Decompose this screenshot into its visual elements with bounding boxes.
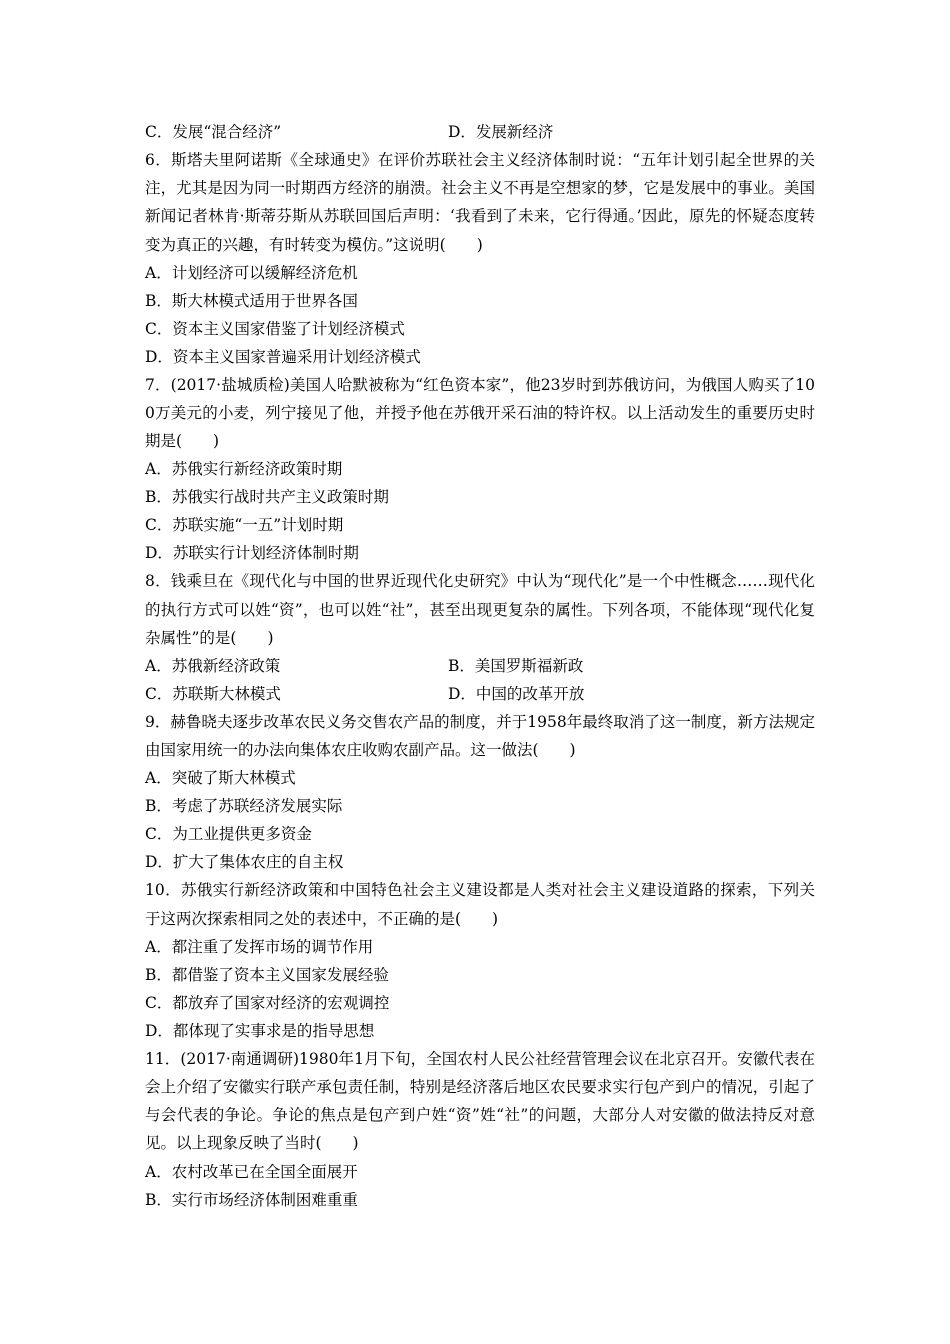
question-10-option-d: D．都体现了实事求是的指导思想 [145, 1021, 375, 1040]
question-9-option-a: A．突破了斯大林模式 [145, 769, 296, 788]
question-9-option-d: D．扩大了集体农庄的自主权 [145, 853, 344, 872]
question-list [145, 118, 815, 1214]
question-7-option-a: A．苏俄实行新经济政策时期 [145, 460, 343, 479]
question-11-stem: 11．(2017·南通调研)1980年1月下旬，全国农村人民公社经营管理会议在北京召开。安徽代表在会上介绍了安徽实行联产承包责任制，特别是经济落后地区农民要求实行包产到户的情况，引起了与会代表的争论。争论的焦点是包产到户姓“资”姓“社”的问题，大部分人对安徽的做法持反对意见。以上现象反映了当时( ) [145, 1049, 815, 1153]
option-d: D．发展新经济 [448, 123, 554, 141]
question-8-option-a: A．苏俄新经济政策 [145, 657, 281, 676]
question-7-option-b: B．苏俄实行战时共产主义政策时期 [145, 488, 389, 507]
q5-options-row [145, 118, 815, 146]
question-11-option-a: A．农村改革已在全国全面展开 [145, 1162, 358, 1181]
question-10-option-c: C．都放弃了国家对经济的宏观调控 [145, 993, 390, 1012]
question-7-stem: 7．(2017·盐城质检)美国人哈默被称为“红色资本家”，他23岁时到苏俄访问，为俄国人购买了100万美元的小麦，列宁接见了他，并授予他在苏俄开采石油的特许权。以上活动发生的重要历史时期是( ) [145, 375, 815, 451]
question-10-option-b: B．都借鉴了资本主义国家发展经验 [145, 965, 389, 984]
question-6-option-c: C．资本主义国家借鉴了计划经济模式 [145, 319, 405, 338]
question-10-stem: 10．苏俄实行新经济政策和中国特色社会主义建设都是人类对社会主义建设道路的探索，下列关于这两次探索相同之处的表述中，不正确的是( ) [145, 881, 815, 928]
question-8-options-row-2 [145, 680, 815, 708]
question-6-option-d: D．资本主义国家普遍采用计划经济模式 [145, 347, 421, 366]
question-10-option-a: A．都注重了发挥市场的调节作用 [145, 937, 374, 956]
question-6-stem: 6．斯塔夫里阿诺斯《全球通史》在评价苏联社会主义经济体制时说：“五年计划引起全世界的关注，尤其是因为同一时期西方经济的崩溃。社会主义不再是空想家的梦，它是发展中的事业。美国新闻记者林肯·斯蒂芬斯从苏联回国后声明：‘我看到了未来，它行得通。’因此，原先的怀疑态度转变为真正的兴趣，有时转变为模仿。”这说明( ) [145, 151, 815, 254]
question-7-option-d: D．苏联实行计划经济体制时期 [145, 544, 359, 563]
question-7-option-c: C．苏联实施“一五”计划时期 [145, 516, 344, 535]
question-8-option-d: D．中国的改革开放 [448, 685, 585, 704]
option-c: C．发展“混合经济” [145, 123, 282, 141]
question-6-option-a: A．计划经济可以缓解经济危机 [145, 263, 358, 282]
question-8-options-row-1 [145, 652, 815, 680]
question-9-stem: 9．赫鲁晓夫逐步改革农民义务交售农产品的制度，并于1958年最终取消了这一制度，新方法规定由国家用统一的办法向集体农庄收购农副产品。这一做法( ) [145, 713, 815, 760]
question-8-option-b: B．美国罗斯福新政 [448, 657, 584, 676]
question-11-option-b: B．实行市场经济体制困难重重 [145, 1190, 358, 1209]
question-9-option-c: C．为工业提供更多资金 [145, 825, 312, 844]
question-8-stem: 8．钱乘旦在《现代化与中国的世界近现代化史研究》中认为“现代化”是一个中性概念……现代化的执行方式可以姓“资”，也可以姓“社”，甚至出现更复杂的属性。下列各项，不能体现“现代化复杂属性”的是( ) [145, 572, 815, 647]
question-9-option-b: B．考虑了苏联经济发展实际 [145, 797, 343, 816]
question-6-option-b: B．斯大林模式适用于世界各国 [145, 291, 358, 310]
question-8-option-c: C．苏联斯大林模式 [145, 685, 281, 704]
